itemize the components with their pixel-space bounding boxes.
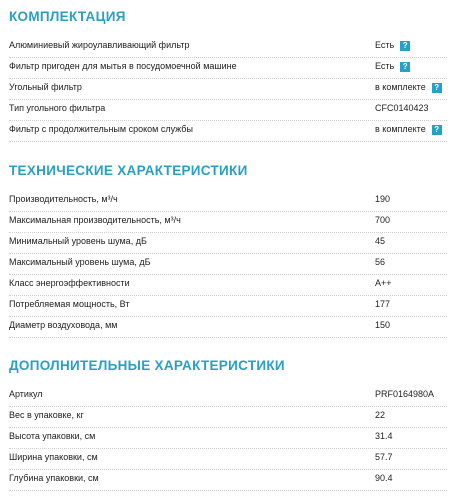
spec-row <box>9 212 447 233</box>
spec-label: Глубина упаковки, см <box>9 473 99 483</box>
spec-value: 190 <box>375 194 391 204</box>
spec-row <box>9 254 447 275</box>
spec-value: 90.4 <box>375 473 393 483</box>
spec-label: Максимальный уровень шума, дБ <box>9 257 151 267</box>
spec-value: Есть ? <box>375 61 410 72</box>
spec-label: Высота упаковки, см <box>9 431 96 441</box>
spec-value: в комплекте ? <box>375 124 442 135</box>
spec-label: Угольный фильтр <box>9 82 82 92</box>
spec-label: Класс энергоэффективности <box>9 278 130 288</box>
section-additional <box>0 355 457 491</box>
spec-label: Диаметр воздуховода, мм <box>9 320 118 330</box>
spec-row <box>9 470 447 491</box>
spec-label: Тип угольного фильтра <box>9 103 106 113</box>
help-icon[interactable]: ? <box>432 125 442 135</box>
spec-row <box>9 407 447 428</box>
spec-row <box>9 37 447 58</box>
spec-row <box>9 386 447 407</box>
spec-row <box>9 191 447 212</box>
spec-row <box>9 296 447 317</box>
spec-row <box>9 58 447 79</box>
section-title-technical: ТЕХНИЧЕСКИЕ ХАРАКТЕРИСТИКИ <box>9 163 248 178</box>
spec-value: в комплекте ? <box>375 82 442 93</box>
spec-value: 150 <box>375 320 391 330</box>
spec-label: Максимальная производительность, м³/ч <box>9 215 181 225</box>
spec-label: Вес в упаковке, кг <box>9 410 84 420</box>
help-icon[interactable]: ? <box>400 41 410 51</box>
spec-label: Ширина упаковки, см <box>9 452 98 462</box>
spec-row <box>9 121 447 142</box>
spec-value: 57.7 <box>375 452 393 462</box>
spec-value: Есть ? <box>375 40 410 51</box>
help-icon[interactable]: ? <box>400 62 410 72</box>
spec-value: 56 <box>375 257 386 267</box>
section-equipment <box>0 6 457 142</box>
spec-value: 177 <box>375 299 391 309</box>
spec-row <box>9 233 447 254</box>
spec-row <box>9 449 447 470</box>
section-technical <box>0 160 457 338</box>
spec-value: 45 <box>375 236 386 246</box>
spec-value: 700 <box>375 215 391 225</box>
spec-label: Фильтр с продолжительным сроком службы <box>9 124 193 134</box>
spec-row <box>9 428 447 449</box>
spec-value: CFC0140423 <box>375 103 429 113</box>
help-icon[interactable]: ? <box>432 83 442 93</box>
section-title-equipment: КОМПЛЕКТАЦИЯ <box>9 9 126 24</box>
spec-label: Минимальный уровень шума, дБ <box>9 236 147 246</box>
spec-value: 31.4 <box>375 431 393 441</box>
spec-label: Артикул <box>9 389 43 399</box>
spec-row <box>9 317 447 338</box>
spec-label: Производительность, м³/ч <box>9 194 118 204</box>
spec-label: Алюминиевый жироулавливающий фильтр <box>9 40 190 50</box>
spec-row <box>9 100 447 121</box>
spec-label: Фильтр пригоден для мытья в посудомоечной машине <box>9 61 237 71</box>
spec-row <box>9 275 447 296</box>
spec-value: A++ <box>375 278 392 288</box>
spec-row <box>9 79 447 100</box>
spec-value: 22 <box>375 410 386 420</box>
spec-value: PRF0164980A <box>375 389 435 399</box>
spec-label: Потребляемая мощность, Вт <box>9 299 130 309</box>
section-title-additional: ДОПОЛНИТЕЛЬНЫЕ ХАРАКТЕРИСТИКИ <box>9 358 285 373</box>
